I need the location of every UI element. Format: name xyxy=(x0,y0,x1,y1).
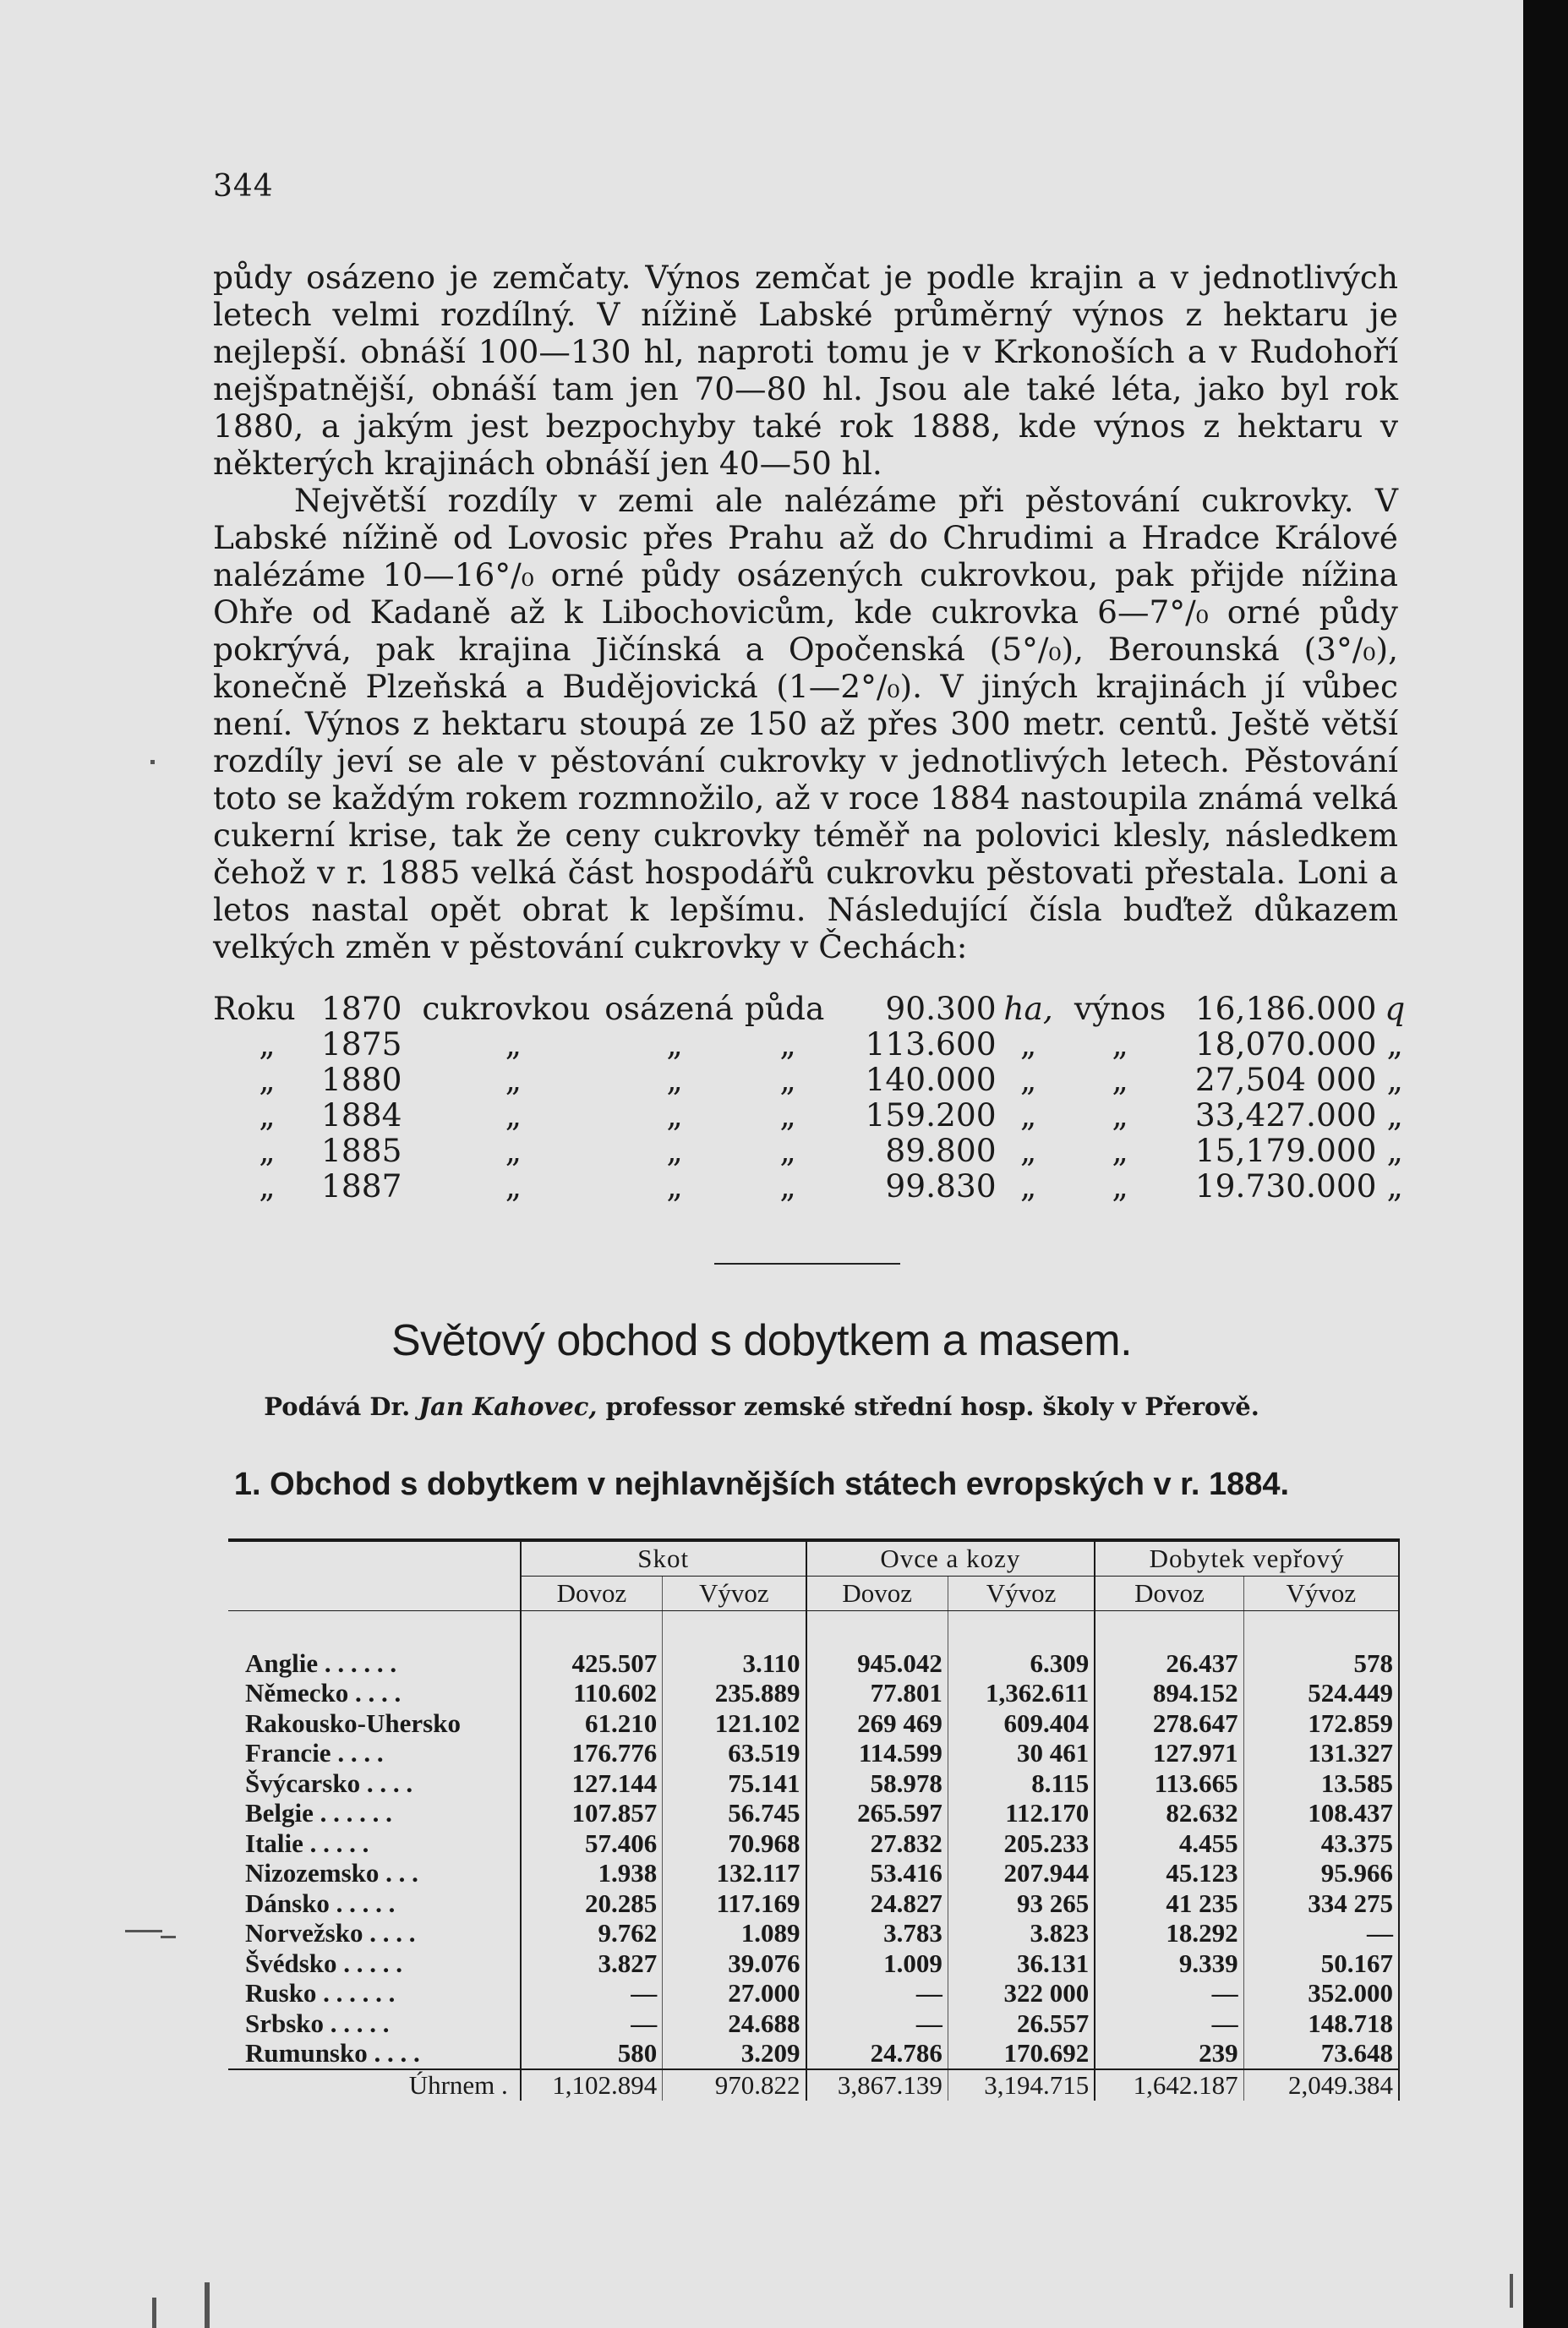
desc: cukrovkou xyxy=(422,990,591,1027)
yield: 16,186.000 xyxy=(1194,990,1377,1027)
pig-import: 45.123 xyxy=(1166,1858,1238,1888)
pig-export: 334 275 xyxy=(1243,1888,1399,1919)
sugar-row xyxy=(213,1133,1413,1168)
sub-header-vyvoz: Vývoz xyxy=(948,1577,1095,1611)
ditto-mark: „ xyxy=(1386,1096,1403,1134)
group-header: Ovce a kozy xyxy=(806,1540,1095,1577)
cattle-export: 27.000 xyxy=(663,1979,806,2009)
country-name: Německo . . . . xyxy=(228,1679,521,1709)
cattle-export: 3.209 xyxy=(663,2039,806,2070)
country-name: Belgie . . . . . . xyxy=(228,1799,521,1829)
yield-label: výnos xyxy=(1074,990,1166,1027)
yield: 33,427.000 xyxy=(1194,1096,1377,1134)
ditto-mark: „ xyxy=(1386,1061,1403,1098)
ditto-mark: „ xyxy=(779,1096,796,1134)
cattle-import: — xyxy=(631,2008,658,2038)
cattle-import: 61.210 xyxy=(584,1708,658,1738)
ditto-mark: „ xyxy=(1112,1096,1128,1134)
sub-header-dovoz: Dovoz xyxy=(521,1577,663,1611)
cattle-import: 176.776 xyxy=(571,1738,658,1768)
ditto-mark: „ xyxy=(1019,1025,1037,1063)
country-name: Dánsko . . . . . xyxy=(228,1888,521,1919)
sheep-export: 8.115 xyxy=(948,1768,1095,1799)
corner-cell xyxy=(228,1540,521,1577)
pig-import: 1,642.187 xyxy=(1095,2069,1243,2101)
sugar-row xyxy=(213,1062,1413,1097)
scan-mark xyxy=(125,1930,162,1932)
sheep-import: 27.832 xyxy=(870,1828,942,1858)
pig-import: 18.292 xyxy=(1166,1918,1238,1948)
sheep-import: 114.599 xyxy=(858,1738,942,1768)
spacer-cell xyxy=(1243,1611,1399,1649)
spacer-cell xyxy=(806,1611,948,1649)
scan-mark xyxy=(1510,2274,1513,2308)
pig-export: 43.375 xyxy=(1243,1828,1399,1859)
trade-table-wrap xyxy=(228,1538,1400,2101)
sheep-import: 1.009 xyxy=(883,1948,942,1978)
sheep-export: 205.233 xyxy=(948,1828,1095,1859)
table-row xyxy=(228,1979,1399,2009)
area: 89.800 xyxy=(885,1132,997,1169)
sub-header-vyvoz: Vývoz xyxy=(663,1577,806,1611)
year: 1887 xyxy=(321,1167,402,1205)
pig-import: 113.665 xyxy=(1154,1768,1238,1798)
ditto-mark: „ xyxy=(259,1167,276,1205)
sugar-row xyxy=(213,991,1413,1026)
country-name: Švédsko . . . . . xyxy=(228,1948,521,1979)
sheep-import: 58.978 xyxy=(870,1768,942,1798)
cattle-import: 57.406 xyxy=(584,1828,658,1858)
area: 159.200 xyxy=(865,1096,997,1134)
spacer-cell xyxy=(1095,1611,1243,1649)
cattle-export: 56.745 xyxy=(663,1799,806,1829)
area-unit: ha, xyxy=(1003,990,1053,1027)
spacer-cell xyxy=(948,1611,1095,1649)
sheep-import: 77.801 xyxy=(870,1678,942,1708)
sheep-export: 112.170 xyxy=(948,1799,1095,1829)
ditto-mark: „ xyxy=(1112,1167,1128,1205)
year: 1880 xyxy=(321,1061,402,1098)
table-row xyxy=(228,2008,1399,2039)
byline-prefix: Podává Dr. xyxy=(264,1392,411,1421)
country-name: Švýcarsko . . . . xyxy=(228,1768,521,1799)
table-row xyxy=(228,1888,1399,1919)
sheep-import: 24.827 xyxy=(870,1888,942,1918)
cattle-export: 970.822 xyxy=(663,2069,806,2101)
sheep-export: 1,362.611 xyxy=(948,1679,1095,1709)
ditto-mark: „ xyxy=(1019,1167,1037,1205)
ditto-mark: „ xyxy=(259,1025,276,1063)
cattle-import: — xyxy=(631,1978,658,2008)
cattle-export: 3.110 xyxy=(663,1648,806,1679)
body-text xyxy=(213,259,1398,965)
sugar-beet-table xyxy=(213,991,1413,1204)
pig-export: 524.449 xyxy=(1243,1679,1399,1709)
country-name: Anglie . . . . . . xyxy=(228,1648,521,1679)
sheep-export: 170.692 xyxy=(948,2039,1095,2070)
country-name: Norvežsko . . . . xyxy=(228,1919,521,1949)
country-name: Rakousko-Uhersko xyxy=(228,1708,521,1739)
livestock-trade-table xyxy=(228,1538,1400,2101)
pig-import: — xyxy=(1211,2008,1238,2038)
sheep-export: 6.309 xyxy=(948,1648,1095,1679)
sheep-import: 945.042 xyxy=(857,1648,942,1678)
pig-import: 4.455 xyxy=(1178,1828,1238,1858)
year: 1870 xyxy=(321,990,402,1027)
ditto-mark: „ xyxy=(505,1025,522,1063)
cattle-export: 63.519 xyxy=(663,1739,806,1769)
pig-export: 73.648 xyxy=(1243,2039,1399,2070)
table-row xyxy=(228,1859,1399,1889)
roku-label: Roku xyxy=(213,990,296,1027)
pig-export: 172.859 xyxy=(1243,1708,1399,1739)
cattle-export: 117.169 xyxy=(663,1888,806,1919)
paragraph: půdy osázeno je zemčaty. Výnos zemčat je podle krajin a v jednotlivých letech velmi rozdílný. V nížině Labské průměrný výnos z hektaru je nejlepší. obnáší 100—130 hl, naproti tomu je v Krkonoších a v Rudohoří nejšpatnější, obnáší tam jen 70—80 hl. Jsou ale také léta, jako byl rok 1880, a jakým jest bezpochyby také rok 1888, kde výnos z hektaru v některých krajinách obnáší jen 40—50 hl. xyxy=(213,259,1398,482)
sheep-import: 24.786 xyxy=(870,2038,942,2068)
spacer-cell xyxy=(228,1611,521,1649)
scan-mark xyxy=(152,2298,156,2328)
ditto-mark: „ xyxy=(259,1132,276,1169)
total-row xyxy=(228,2069,1399,2101)
sheep-export: 609.404 xyxy=(948,1708,1095,1739)
pig-export: — xyxy=(1243,1919,1399,1949)
cattle-export: 39.076 xyxy=(663,1948,806,1979)
cattle-export: 132.117 xyxy=(663,1859,806,1889)
page-edge xyxy=(1523,0,1568,2328)
table-row xyxy=(228,1799,1399,1829)
section-title: Světový obchod s dobytkem a masem. xyxy=(391,1316,1133,1365)
sheep-export: 3,194.715 xyxy=(948,2069,1095,2101)
pig-export: 108.437 xyxy=(1243,1799,1399,1829)
sheep-import: — xyxy=(915,2008,942,2038)
ditto-mark: „ xyxy=(666,1132,683,1169)
pig-export: 578 xyxy=(1243,1648,1399,1679)
area: 99.830 xyxy=(885,1167,997,1205)
area: 140.000 xyxy=(865,1061,997,1098)
byline-suffix: professor zemské střední hosp. školy v Přerově. xyxy=(605,1392,1259,1421)
table-row xyxy=(228,1948,1399,1979)
ditto-mark: „ xyxy=(505,1061,522,1098)
pig-export: 148.718 xyxy=(1243,2008,1399,2039)
ditto-mark: „ xyxy=(779,1132,796,1169)
area: 113.600 xyxy=(865,1025,997,1063)
sheep-export: 3.823 xyxy=(948,1919,1095,1949)
cattle-import: 3.827 xyxy=(598,1948,658,1978)
yield: 19.730.000 xyxy=(1194,1167,1377,1205)
cattle-export: 121.102 xyxy=(663,1708,806,1739)
paragraph: Největší rozdíly v zemi ale nalézáme při pěstování cukrovky. V Labské nížině od Lovosic přes Prahu až do Chrudimi a Hradce Králové nalézáme 10—16°/₀ orné půdy osázených cukrovkou, pak přijde nížina Ohře od Kadaně až k Libochovicům, kde cukrovka 6—7°/₀ orné půdy pokrývá, pak krajina Jičínská a Opočenská (5°/₀), Berounská (3°/₀), konečně Plzeňská a Budějovická (1—2°/₀). V jiných krajinách jí vůbec není. Výnos z hektaru stoupá ze 150 až přes 300 metr. centů. Ještě větší rozdíly jeví se ale v pěstování cukrovky v jednotlivých letech. Pěstování toto se každým rokem rozmnožilo, až v roce 1884 nastoupila známá velká cukerní krise, tak že ceny cukrovky téměř na polovici klesly, následkem čehož v r. 1885 velká část hospodářů cukrovku pěstovati přestala. Loni a letos nastal opět obrat k lepšímu. Následující čísla buďtež důkazem velkých změn v pěstování cukrovky v Čechách: xyxy=(213,482,1398,965)
table-row xyxy=(228,1768,1399,1799)
sheep-export: 30 461 xyxy=(948,1739,1095,1769)
cattle-import: 9.762 xyxy=(598,1918,658,1948)
ditto-mark: „ xyxy=(1019,1061,1037,1098)
spacer-cell xyxy=(663,1611,806,1649)
cattle-import: 107.857 xyxy=(571,1798,658,1828)
pig-import: 26.437 xyxy=(1166,1648,1238,1678)
byline xyxy=(0,1392,1523,1421)
corner-cell xyxy=(228,1577,521,1611)
scan-mark xyxy=(205,2282,210,2328)
country-name: Nizozemsko . . . xyxy=(228,1859,521,1889)
scan-mark xyxy=(150,760,155,764)
table-row xyxy=(228,1648,1399,1679)
group-header-row xyxy=(228,1540,1399,1577)
country-name: Italie . . . . . xyxy=(228,1828,521,1859)
desc: půda xyxy=(744,990,825,1027)
cattle-import: 20.285 xyxy=(584,1888,658,1918)
sheep-import: — xyxy=(915,1978,942,2008)
desc: osázená xyxy=(604,990,734,1027)
author: Jan Kahovec, xyxy=(418,1392,598,1421)
cattle-import: 110.602 xyxy=(573,1678,658,1708)
cattle-export: 24.688 xyxy=(663,2008,806,2039)
pig-export: 13.585 xyxy=(1243,1768,1399,1799)
sub-header-row xyxy=(228,1577,1399,1611)
group-header: Dobytek vepřový xyxy=(1095,1540,1399,1577)
sheep-export: 207.944 xyxy=(948,1859,1095,1889)
country-name: Rumunsko . . . . xyxy=(228,2039,521,2070)
ditto-mark: „ xyxy=(666,1167,683,1205)
pig-import: 894.152 xyxy=(1152,1678,1238,1708)
ditto-mark: „ xyxy=(259,1096,276,1134)
country-name: Francie . . . . xyxy=(228,1739,521,1769)
pig-export: 352.000 xyxy=(1243,1979,1399,2009)
table-row xyxy=(228,2039,1399,2070)
year: 1875 xyxy=(321,1025,402,1063)
ditto-mark: „ xyxy=(1019,1096,1037,1134)
sheep-export: 36.131 xyxy=(948,1948,1095,1979)
sub-header-vyvoz: Vývoz xyxy=(1243,1577,1399,1611)
sheep-import: 269 469 xyxy=(857,1708,942,1738)
sheep-export: 93 265 xyxy=(948,1888,1095,1919)
sheep-import: 53.416 xyxy=(870,1858,942,1888)
table-row xyxy=(228,1828,1399,1859)
area: 90.300 xyxy=(885,990,997,1027)
spacer-cell xyxy=(521,1611,663,1649)
pig-export: 95.966 xyxy=(1243,1859,1399,1889)
ditto-mark: „ xyxy=(1386,1167,1403,1205)
cattle-import: 127.144 xyxy=(571,1768,658,1798)
country-name: Srbsko . . . . . xyxy=(228,2008,521,2039)
pig-import: 239 xyxy=(1199,2038,1238,2068)
ditto-mark: „ xyxy=(1386,1025,1403,1063)
yield: 27,504 000 xyxy=(1194,1061,1377,1098)
ditto-mark: „ xyxy=(666,1061,683,1098)
table-row xyxy=(228,1708,1399,1739)
ditto-mark: „ xyxy=(779,1061,796,1098)
table-row xyxy=(228,1679,1399,1709)
country-name: Rusko . . . . . . xyxy=(228,1979,521,2009)
sheep-import: 3,867.139 xyxy=(806,2069,948,2101)
yield: 18,070.000 xyxy=(1194,1025,1377,1063)
cattle-export: 235.889 xyxy=(663,1679,806,1709)
ditto-mark: „ xyxy=(666,1025,683,1063)
sub-header-dovoz: Dovoz xyxy=(806,1577,948,1611)
total-label: Úhrnem . xyxy=(228,2069,521,2101)
pig-import: 9.339 xyxy=(1178,1948,1238,1978)
group-header: Skot xyxy=(521,1540,806,1577)
sheep-import: 265.597 xyxy=(857,1798,942,1828)
cattle-import: 1.938 xyxy=(598,1858,658,1888)
cattle-export: 75.141 xyxy=(663,1768,806,1799)
pig-export: 2,049.384 xyxy=(1243,2069,1399,2101)
table-row xyxy=(228,1739,1399,1769)
cattle-export: 1.089 xyxy=(663,1919,806,1949)
table-subtitle: 1. Obchod s dobytkem v nejhlavnějších státech evropských v r. 1884. xyxy=(233,1467,1290,1502)
ditto-mark: „ xyxy=(505,1132,522,1169)
section-divider xyxy=(714,1263,900,1265)
cattle-import: 425.507 xyxy=(571,1648,658,1678)
ditto-mark: „ xyxy=(1112,1132,1128,1169)
sugar-row xyxy=(213,1168,1413,1204)
scan-mark xyxy=(161,1936,176,1938)
pig-export: 50.167 xyxy=(1243,1948,1399,1979)
sheep-export: 26.557 xyxy=(948,2008,1095,2039)
ditto-mark: „ xyxy=(1019,1132,1037,1169)
pig-import: 82.632 xyxy=(1166,1798,1238,1828)
table-row xyxy=(228,1919,1399,1949)
yield: 15,179.000 xyxy=(1194,1132,1377,1169)
cattle-import: 1,102.894 xyxy=(521,2069,663,2101)
pig-export: 131.327 xyxy=(1243,1739,1399,1769)
cattle-import: 580 xyxy=(617,2038,658,2068)
pig-import: 278.647 xyxy=(1152,1708,1238,1738)
ditto-mark: „ xyxy=(1112,1061,1128,1098)
ditto-mark: „ xyxy=(666,1096,683,1134)
pig-import: — xyxy=(1211,1978,1238,2008)
ditto-mark: „ xyxy=(259,1061,276,1098)
ditto-mark: „ xyxy=(779,1025,796,1063)
ditto-mark: „ xyxy=(1386,1132,1403,1169)
ditto-mark: „ xyxy=(505,1167,522,1205)
pig-import: 41 235 xyxy=(1166,1888,1238,1918)
sheep-export: 322 000 xyxy=(948,1979,1095,2009)
year: 1884 xyxy=(321,1096,402,1134)
sugar-row xyxy=(213,1026,1413,1062)
cattle-export: 70.968 xyxy=(663,1828,806,1859)
spacer-row xyxy=(228,1611,1399,1649)
sub-header-dovoz: Dovoz xyxy=(1095,1577,1243,1611)
ditto-mark: „ xyxy=(1112,1025,1128,1063)
year: 1885 xyxy=(321,1132,402,1169)
ditto-mark: „ xyxy=(505,1096,522,1134)
yield-unit: q xyxy=(1385,990,1406,1027)
ditto-mark: „ xyxy=(779,1167,796,1205)
page-number: 344 xyxy=(213,169,274,204)
sheep-import: 3.783 xyxy=(883,1918,942,1948)
pig-import: 127.971 xyxy=(1152,1738,1238,1768)
sugar-row xyxy=(213,1097,1413,1133)
